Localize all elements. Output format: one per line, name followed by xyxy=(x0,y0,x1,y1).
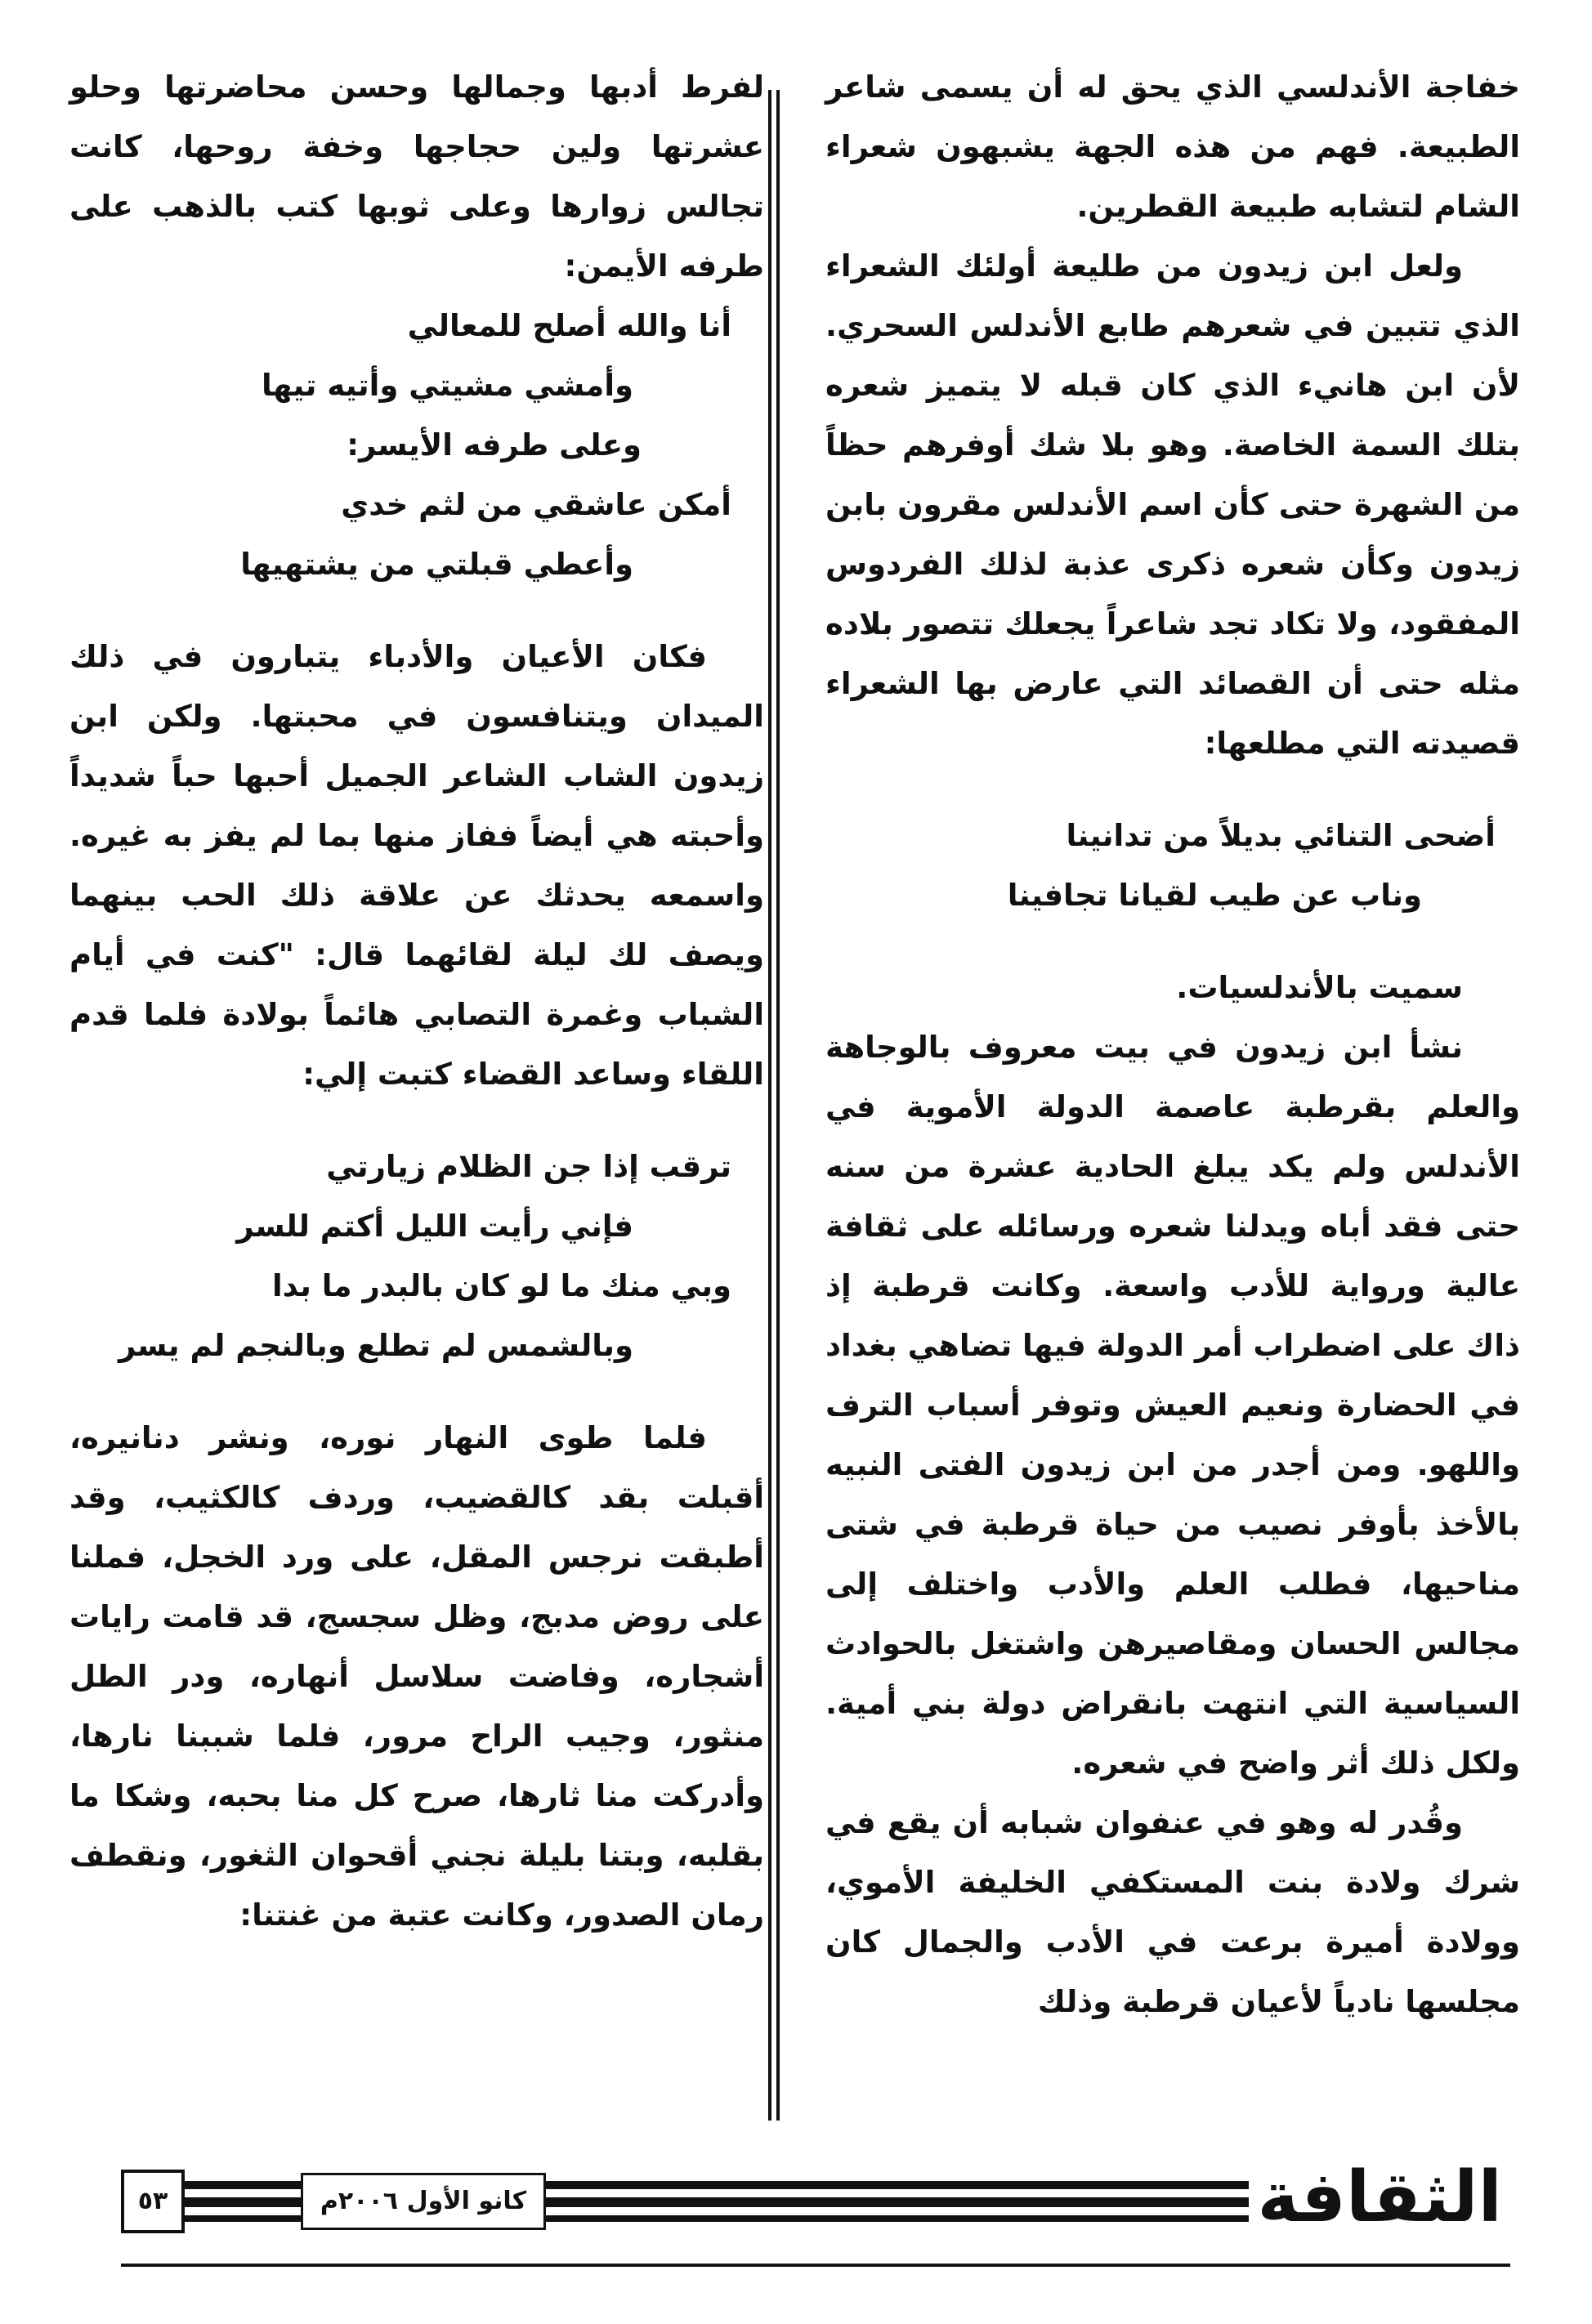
paragraph: سميت بالأندلسيات. xyxy=(1176,970,1463,1005)
poem-verse: وناب عن طيب لقيانا تجافينا xyxy=(1007,878,1422,913)
paragraph: فلما طوى النهار نوره، ونشر دنانيره، أقبلت بقد كالقضيب، وردف كالكثيب، وقد أطبقت نرجس المقل، على ورد الخجل، فملنا على روض مدبج، وظل سجسج، قد قامت رايات أشجاره، وفاضت سلاسل أنهاره، ودر الطل منثور، وجيب الراح مرور، فلما شببنا نارها، وأدركت منا ثارها، صرح كل منا بحبه، وشكا ما بقلبه، وبتنا بليلة نجني أقحوان الثغور، ونقطف رمان الصدور، وكانت عتبة من غنتنا: xyxy=(69,1420,764,1933)
right-column xyxy=(825,57,1520,2031)
page-footer xyxy=(121,2153,1510,2243)
magazine-logo: الثقافة xyxy=(1249,2153,1510,2241)
poem-verse: أنا والله أصلح للمعالي xyxy=(407,308,731,343)
paragraph: نشأ ابن زيدون في بيت معروف بالوجاهة والعلم بقرطبة عاصمة الدولة الأموية في الأندلس ولم يكد يبلغ الحادية عشرة من سنه حتى فقد أباه ويدلنا شعره ورسائله على ثقافة عالية ورواية للأدب واسعة. وكانت قرطبة إذ ذاك على اضطراب أمر الدولة فيها تضاهي بغداد في الحضارة ونعيم العيش وتوفر أسباب الترف واللهو. ومن أجدر من ابن زيدون الفتى النبيه بالأخذ بأوفر نصيب من حياة قرطبة في شتى مناحيها، فطلب العلم والأدب واختلف إلى مجالس الحسان ومقاصيرهن واشتغل بالحوادث السياسية التي انتهت بانقراض دولة بني أمية. ولكل ذلك أثر واضح في شعره. xyxy=(825,1030,1520,1781)
paragraph: ولعل ابن زيدون من طليعة أولئك الشعراء الذي تتبين في شعرهم طابع الأندلس السحري. لأن ابن هانيء الذي كان قبله لا يتميز شعره بتلك السمة الخاصة. وهو بلا شك أوفرهم حظاً من الشهرة حتى كأن اسم الأندلس مقرون بابن زيدون وكأن شعره ذكرى عذبة لذلك الفردوس المفقود، ولا تكاد تجد شاعراً يجعلك تتصور بلاده مثله حتى أن القصائد التي عارض بها الشعراء قصيدته التي مطلعها: xyxy=(825,248,1520,761)
paragraph: خفاجة الأندلسي الذي يحق له أن يسمى شاعر الطبيعة. فهم من هذه الجهة يشبهون شعراء الشام لتشابه طبيعة القطرين. xyxy=(825,69,1520,224)
paragraph: وقُدر له وهو في عنفوان شبابه أن يقع في شرك ولادة بنت المستكفي الخليفة الأموي، وولادة أميرة برعت في الأدب والجمال كان مجلسها نادياً لأعيان قرطبة وذلك xyxy=(825,1805,1520,2019)
paragraph: فكان الأعيان والأدباء يتبارون في ذلك الميدان ويتنافسون في محبتها. ولكن ابن زيدون الشاب الشاعر الجميل أحبها حباً شديداً وأحبته هي أيضاً ففاز منها بما لم يفز به غيره. واسمعه يحدثك عن علاقة ذلك الحب بينهما ويصف لك ليلة لقائهما قال: "كنت في أيام الشباب وغمرة التصابي هائماً بولادة فلما قدم اللقاء وساعد القضاء كتبت إلي: xyxy=(69,639,764,1092)
poem-verse: وبالشمس لم تطلع وبالنجم لم يسر xyxy=(119,1328,633,1363)
left-column xyxy=(69,57,764,1945)
paragraph: وعلى طرفه الأيسر: xyxy=(347,427,642,463)
poem-verse: وبي منك ما لو كان بالبدر ما بدا xyxy=(271,1268,731,1303)
poem-verse: أضحى التنائي بديلاً من تدانينا xyxy=(1066,818,1496,853)
poem-verse: وأمشي مشيتي وأتيه تيها xyxy=(262,368,633,403)
footer-base-rule xyxy=(121,2264,1510,2267)
issue-date: كانو الأول ٢٠٠٦م xyxy=(301,2173,546,2230)
poem-verse: ترقب إذا جن الظلام زيارتي xyxy=(326,1149,731,1184)
paragraph: لفرط أدبها وجمالها وحسن محاضرتها وحلو عشرتها ولين حجاجها وخفة روحها، كانت تجالس زوارها وعلى ثوبها كتب بالذهب على طرفه الأيمن: xyxy=(69,69,764,284)
poem-verse: أمكن عاشقي من لثم خدي xyxy=(341,487,731,522)
column-divider xyxy=(768,90,783,2121)
poem-verse: فإني رأيت الليل أكتم للسر xyxy=(236,1209,633,1244)
poem-verse: وأعطي قبلتي من يشتهيها xyxy=(240,547,633,582)
page-number: ٥٣ xyxy=(121,2170,185,2233)
